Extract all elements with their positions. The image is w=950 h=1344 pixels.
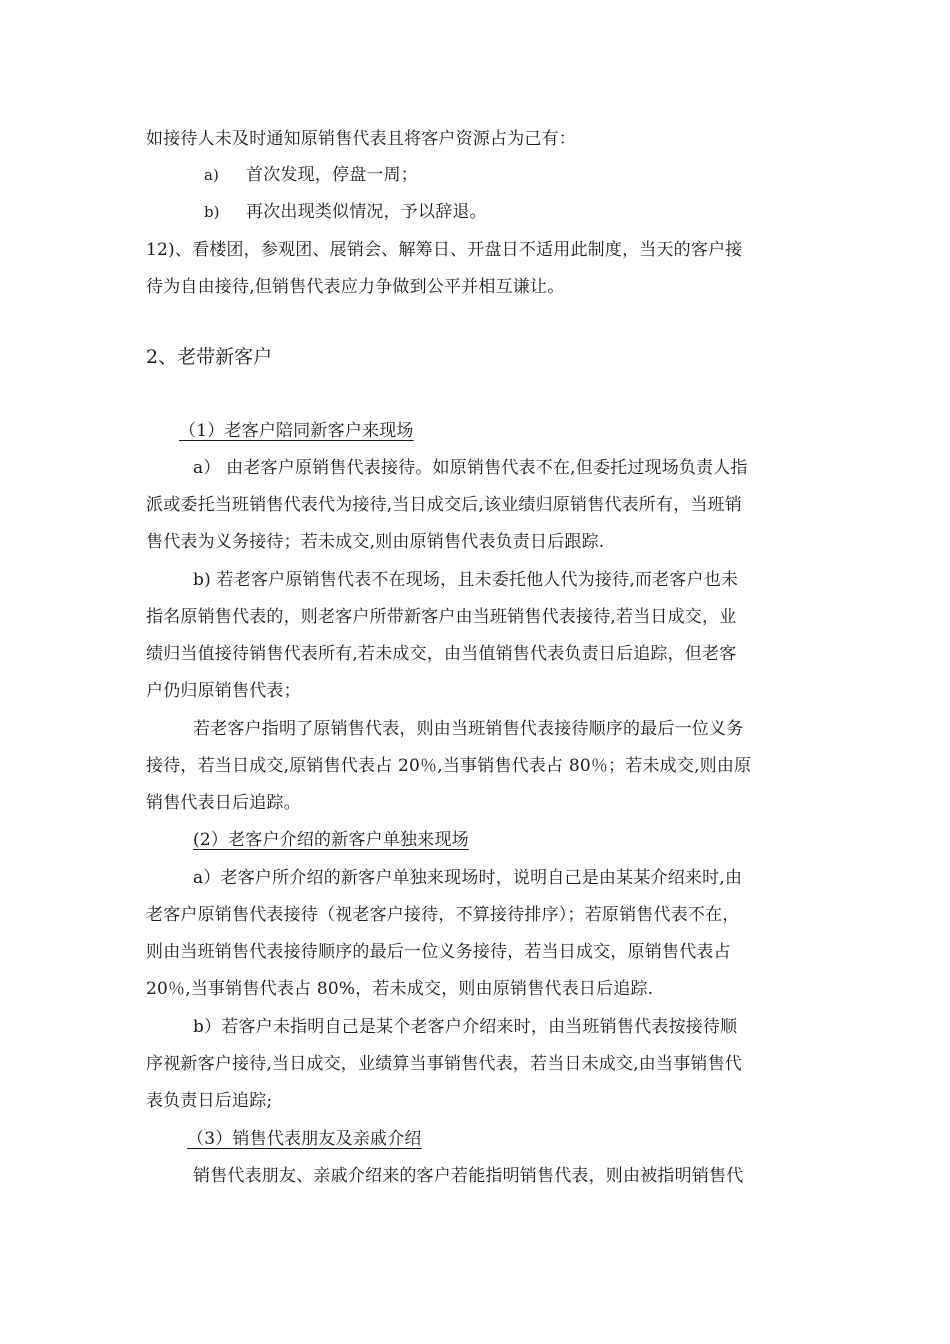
penalty-text-b: 再次出现类似情况，予以辞退。	[246, 202, 487, 222]
sub1-para-b-line-3: 绩归当值接待销售代表所有,若未成交，由当值销售代表负责日后追踪，但老客	[146, 644, 737, 664]
sub1-para-a-line-3: 售代表为义务接待；若未成交,则由原销售代表负责日后跟踪.	[146, 532, 605, 552]
sub1-title: （1）老客户陪同新客户来现场	[179, 421, 414, 441]
sub2-para-a-line-1: a）老客户所介绍的新客户单独来现场时，说明自己是由某某介绍来时,由	[193, 868, 743, 888]
sub2-para-a-line-4: 20％,当事销售代表占 80%，若未成交，则由原销售代表日后追踪.	[146, 979, 654, 999]
rule12-line-1: 12)、看楼团，参观团、展销会、解筹日、开盘日不适用此制度，当天的客户接	[146, 240, 743, 260]
sub3-para-a-line-1: 销售代表朋友、亲戚介绍来的客户若能指明销售代表，则由被指明销售代	[193, 1166, 744, 1186]
sub2-para-a-line-2: 老客户原销售代表接待（视老客户接待，不算接待排序）；若原销售代表不在，	[146, 905, 740, 925]
penalty-text-a: 首次发现，停盘一周；	[246, 165, 418, 185]
intro-line: 如接待人未及时通知原销售代表且将客户资源占为己有：	[146, 129, 576, 149]
sub2-para-b-line-3: 表负责日后追踪;	[146, 1091, 273, 1111]
sub2-para-a-line-3: 则由当班销售代表接待顺序的最后一位义务接待，若当日成交，原销售代表占	[146, 942, 731, 962]
sub2-title: (2）老客户介绍的新客户单独来现场	[193, 830, 469, 850]
rule12-line-2: 待为自由接待,但销售代表应力争做到公平并相互谦让。	[146, 277, 565, 297]
section-2-title: 2、老带新客户	[146, 346, 273, 368]
sub1-para-b-line-2: 指名原销售代表的，则老客户所带新客户由当班销售代表接待,若当日成交，业	[146, 607, 737, 627]
sub1-para-c-line-2: 接待，若当日成交,原销售代表占 20％,当事销售代表占 80％；若未成交,则由原	[146, 756, 752, 776]
sub1-para-c-line-1: 若老客户指明了原销售代表，则由当班销售代表接待顺序的最后一位义务	[193, 719, 744, 739]
sub1-para-a-line-1: a） 由老客户原销售代表接待。如原销售代表不在,但委托过现场负责人指	[193, 458, 748, 478]
sub1-para-a-line-2: 派或委托当班销售代表代为接待,当日成交后,该业绩归原销售代表所有，当班销	[146, 495, 743, 515]
penalty-marker-a: a)	[204, 166, 219, 184]
sub1-para-b-line-1: b) 若老客户原销售代表不在现场，且未委托他人代为接待,而老客户也未	[193, 570, 739, 590]
sub1-para-b-line-4: 户仍归原销售代表；	[146, 681, 301, 701]
sub3-title: （3）销售代表朋友及亲戚介绍	[187, 1129, 422, 1149]
sub2-para-b-line-1: b）若客户未指明自己是某个老客户介绍来时，由当班销售代表按接待顺	[193, 1017, 738, 1037]
sub1-para-c-line-3: 销售代表日后追踪。	[146, 793, 301, 813]
sub2-para-b-line-2: 序视新客户接待,当日成交，业绩算当事销售代表，若当日未成交,由当事销售代	[146, 1054, 743, 1074]
penalty-marker-b: b)	[204, 203, 220, 221]
